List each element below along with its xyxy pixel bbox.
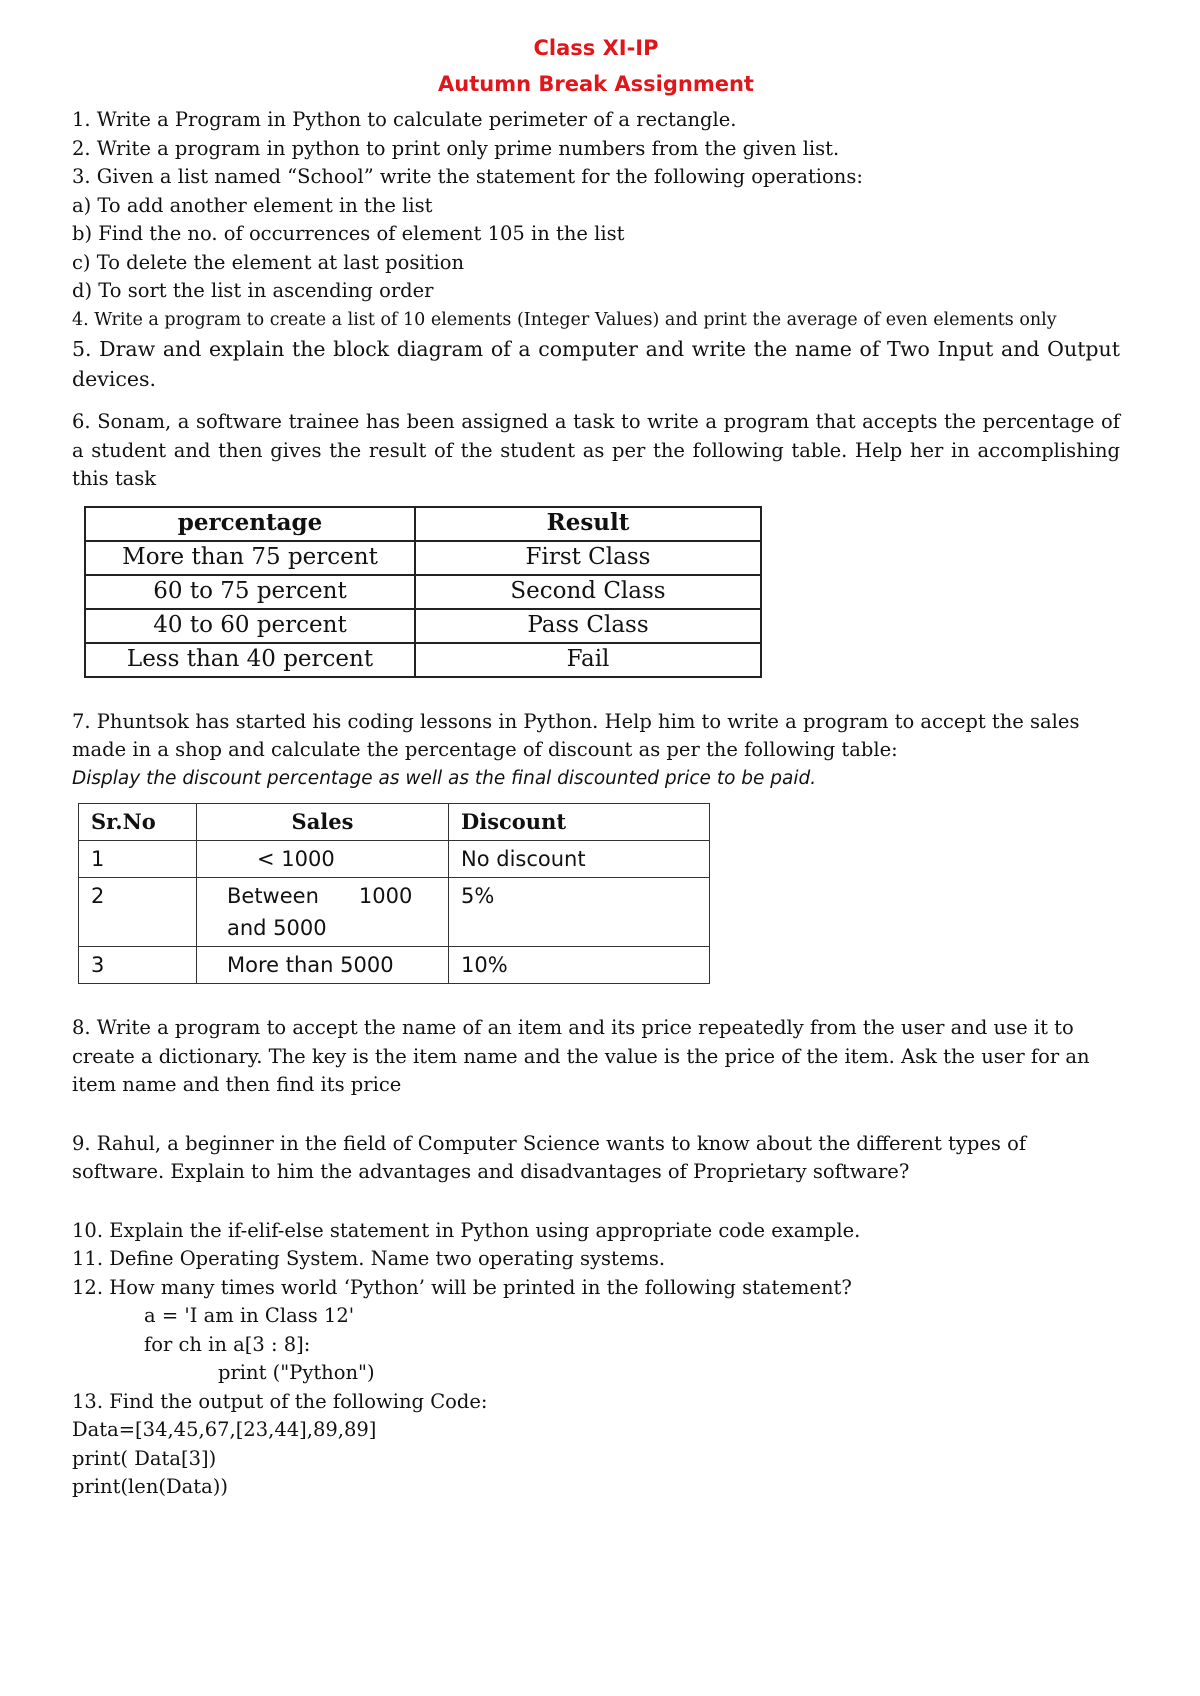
table-cell: 40 to 60 percent <box>85 609 415 643</box>
column-header-result: Result <box>415 507 761 541</box>
table-cell: 5% <box>449 878 710 947</box>
question-3: 3. Given a list named “School” write the statement for the following operations: <box>72 165 863 188</box>
table-row <box>85 575 761 609</box>
header <box>72 30 1120 102</box>
table-cell: Less than 40 percent <box>85 643 415 677</box>
page-subtitle: Autumn Break Assignment <box>438 72 754 96</box>
code-line: a = 'I am in Class 12' <box>144 1304 355 1327</box>
question-3a: a) To add another element in the list <box>72 193 433 217</box>
question-1: 1. Write a Program in Python to calculate perimeter of a rectangle. <box>72 108 737 131</box>
table-cell: 2 <box>79 878 197 947</box>
column-header-srno: Sr.No <box>79 804 197 841</box>
code-line: print ("Python") <box>218 1361 375 1384</box>
table-cell: 1 <box>79 841 197 878</box>
table-cell: Between 1000 and 5000 <box>197 878 449 947</box>
code-line: Data=[34,45,67,[23,44],89,89] <box>72 1418 377 1441</box>
table-cell: Pass Class <box>415 609 761 643</box>
question-3c: c) To delete the element at last position <box>72 250 465 274</box>
column-header-percentage: percentage <box>85 507 415 541</box>
question-8: 8. Write a program to accept the name of an item and its price repeatedly from the user and use it to create a dictionary. The key is the item name and the value is the price of the item. Ask the user for an item name and then find its price <box>72 1016 1090 1096</box>
table-cell: More than 5000 <box>197 947 449 984</box>
table-row <box>85 541 761 575</box>
column-header-sales: Sales <box>197 804 449 841</box>
code-line: print( Data[3]) <box>72 1446 217 1470</box>
table-cell: 10% <box>449 947 710 984</box>
table-cell: 3 <box>79 947 197 984</box>
question-12: 12. How many times world ‘Python’ will be printed in the following statement? <box>72 1275 852 1299</box>
table-row <box>85 643 761 677</box>
table-cell: Fail <box>415 643 761 677</box>
discount-table <box>78 803 710 984</box>
question-3b: b) Find the no. of occurrences of element 105 in the list <box>72 222 625 245</box>
result-table <box>84 506 762 678</box>
question-13: 13. Find the output of the following Code: <box>72 1389 488 1413</box>
table-header-row <box>85 507 761 541</box>
page-title: Class XI-IP <box>533 36 659 60</box>
table-row <box>79 841 710 878</box>
question-10: 10. Explain the if-elif-else statement in Python using appropriate code example. <box>72 1218 861 1242</box>
question-5: 5. Draw and explain the block diagram of a computer and write the name of Two Input and Output devices. <box>72 337 1120 391</box>
table-cell: Second Class <box>415 575 761 609</box>
table-cell: More than 75 percent <box>85 541 415 575</box>
question-6: 6. Sonam, a software trainee has been assigned a task to write a program that accepts the percentage of a student and then gives the result of the student as per the following table. Help her in accomplishing this task <box>72 410 1120 490</box>
question-2: 2. Write a program in python to print only prime numbers from the given list. <box>72 136 840 160</box>
table-row <box>79 878 710 947</box>
table-header-row <box>79 804 710 841</box>
table-row <box>79 947 710 984</box>
question-11: 11. Define Operating System. Name two operating systems. <box>72 1247 666 1270</box>
question-3d: d) To sort the list in ascending order <box>72 279 434 302</box>
table-cell: 60 to 75 percent <box>85 575 415 609</box>
table-cell: No discount <box>449 841 710 878</box>
code-line: print(len(Data)) <box>72 1475 228 1498</box>
table-row <box>85 609 761 643</box>
question-7-note: Display the discount percentage as well as the final discounted price to be paid. <box>72 767 817 789</box>
question-7: 7. Phuntsok has started his coding lessons in Python. Help him to write a program to accept the sales made in a shop and calculate the percentage of discount as per the following table: <box>72 709 1080 761</box>
column-header-discount: Discount <box>449 804 710 841</box>
code-line: for ch in a[3 : 8]: <box>144 1332 311 1356</box>
table-cell: First Class <box>415 541 761 575</box>
question-4: 4. Write a program to create a list of 10 elements (Integer Values) and print the average of even elements only <box>72 309 1057 330</box>
question-9: 9. Rahul, a beginner in the field of Computer Science wants to know about the different types of software. Explain to him the advantages and disadvantages of Proprietary software? <box>72 1131 1027 1183</box>
table-cell: < 1000 <box>197 841 449 878</box>
